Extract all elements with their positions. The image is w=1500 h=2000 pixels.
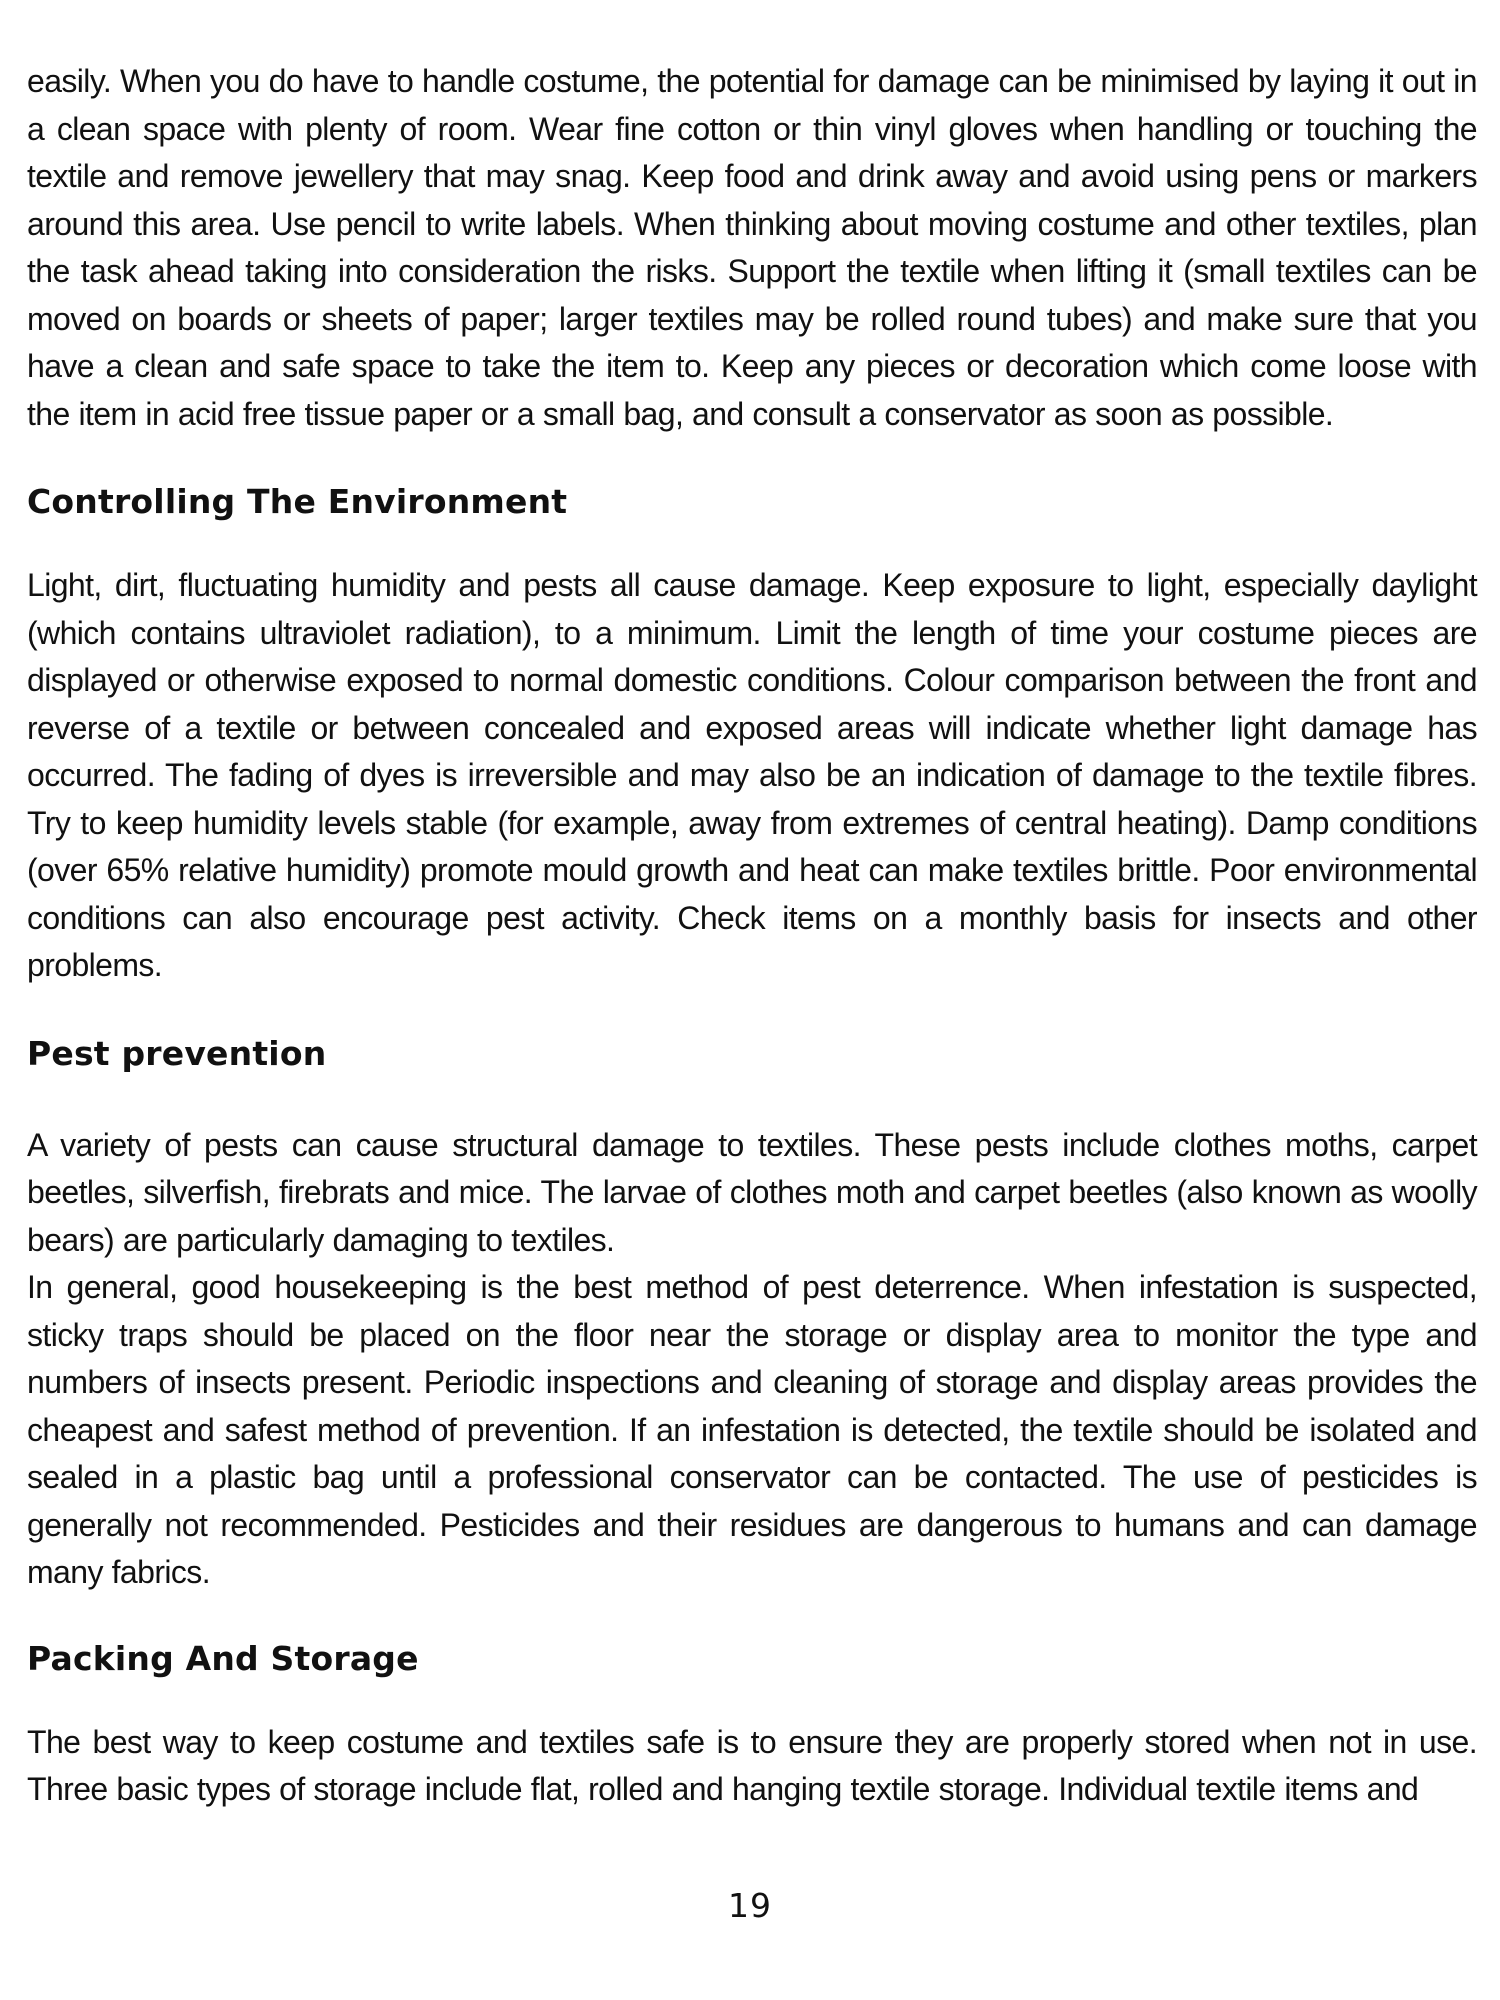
document-page <box>27 58 1477 1814</box>
packing-paragraph: The best way to keep costume and textiles safe is to ensure they are properly stored when not in use. Three basic types of storage include flat, rolled and hanging textile storage. Individual textile items and <box>27 1723 1477 1807</box>
pest-paragraph-1: A variety of pests can cause structural damage to textiles. These pests include clothes moths, carpet beetles, silverfish, firebrats and mice. The larvae of clothes moth and carpet beetles (also known as woolly bears) are particularly damaging to textiles. <box>27 1126 1477 1258</box>
intro-paragraph: easily. When you do have to handle costume, the potential for damage can be minimised by laying it out in a clean space with plenty of room. Wear fine cotton or thin vinyl gloves when handling or touching the textile and remove jewellery that may snag. Keep food and drink away and avoid using pens or markers around this area. Use pencil to write labels. When thinking about moving costume and other textiles, plan the task ahead taking into consideration the risks. Support the textile when lifting it (small textiles can be moved on boards or sheets of paper; larger textiles may be rolled round tubes) and make sure that you have a clean and safe space to take the item to. Keep any pieces or decoration which come loose with the item in acid free tissue paper or a small bag, and consult a conservator as soon as possible. <box>27 63 1477 432</box>
environment-paragraph: Light, dirt, fluctuating humidity and pests all cause damage. Keep exposure to light, especially daylight (which contains ultraviolet radiation), to a minimum. Limit the length of time your costume pieces are displayed or otherwise exposed to normal domestic conditions. Colour comparison between the front and reverse of a textile or between concealed and exposed areas will indicate whether light damage has occurred. The fading of dyes is irreversible and may also be an indication of damage to the textile fibres. Try to keep humidity levels stable (for example, away from extremes of central heating). Damp conditions (over 65% relative humidity) promote mould growth and heat can make textiles brittle. Poor environmental conditions can also encourage pest activity. Check items on a monthly basis for insects and other problems. <box>27 567 1477 983</box>
page-number: 19 <box>728 1886 772 1925</box>
heading-controlling-environment: Controlling The Environment <box>27 482 568 521</box>
pest-paragraph-2: In general, good housekeeping is the best method of pest deterrence. When infestation is suspected, sticky traps should be placed on the floor near the storage or display area to monitor the type and numbers of insects present. Periodic inspections and cleaning of storage and display areas provides the cheapest and safest method of prevention. If an infestation is detected, the textile should be isolated and sealed in a plastic bag until a professional conservator can be contacted. The use of pesticides is generally not recommended. Pesticides and their residues are dangerous to humans and can damage many fabrics. <box>27 1269 1477 1590</box>
heading-packing-storage: Packing And Storage <box>27 1638 419 1678</box>
heading-pest-prevention: Pest prevention <box>27 1033 327 1073</box>
